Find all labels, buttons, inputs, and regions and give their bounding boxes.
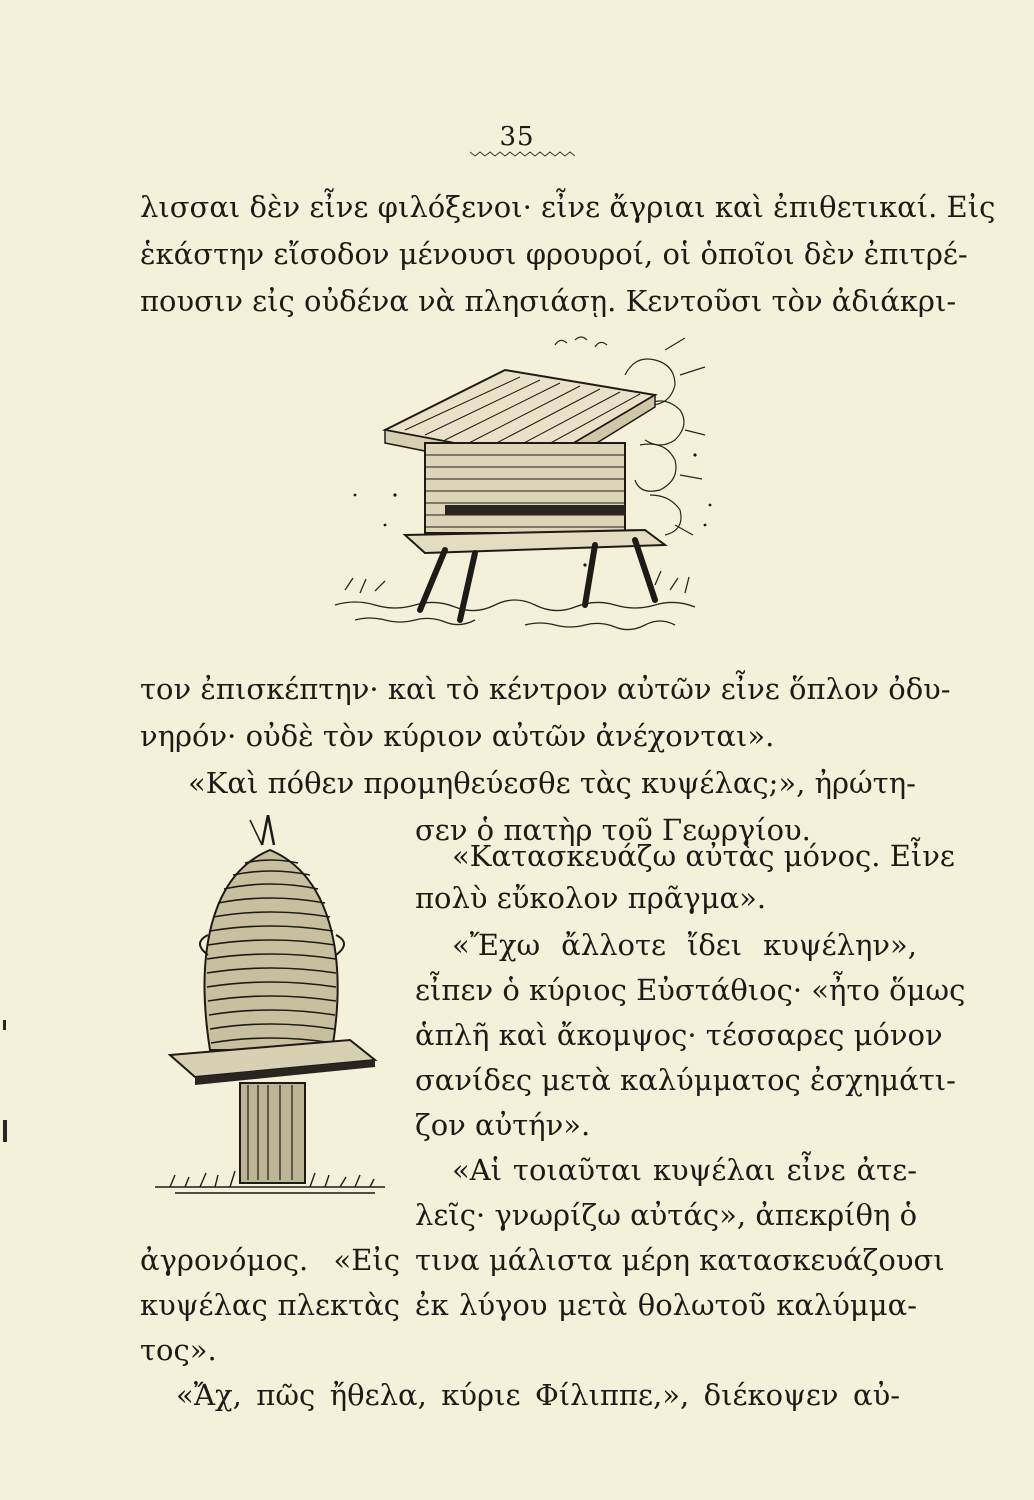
- text-line: ἀγρονόμος. «Εἰς: [140, 1243, 400, 1277]
- text-line: «Ἄχ, πῶς ἤθελα, κύριε Φίλιππε,», διέκοψεν αὐ-: [176, 1378, 900, 1412]
- straw-skep-illustration: [150, 815, 395, 1205]
- text-line: κυψέλας πλεκτὰς: [140, 1288, 400, 1322]
- text-line: σανίδες μετὰ καλύμματος ἐσχημάτι-: [415, 1063, 956, 1097]
- text-line: σεν ὁ πατὴρ τοῦ Γεωργίου.: [415, 813, 811, 847]
- text-line: πουσιν εἰς οὐδένα νὰ πλησιάσῃ. Κεντοῦσι τὸν ἀδιάκρι-: [140, 284, 957, 318]
- text-line: ζον αὐτήν».: [415, 1108, 591, 1142]
- text-line: «Αἱ τοιαῦται κυψέλαι εἶνε ἀτε-: [452, 1153, 917, 1187]
- page-number: 35: [499, 122, 535, 152]
- margin-mark: [3, 1020, 6, 1030]
- wooden-hive-illustration: [325, 335, 725, 645]
- text-line: τον ἐπισκέπτην· καὶ τὸ κέντρον αὐτῶν εἶνε ὅπλον ὀδυ-: [140, 672, 951, 706]
- text-line: «Ἔχω ἄλλοτε ἴδει κυψέλην»,: [452, 928, 917, 962]
- text-line: ἁπλῆ καὶ ἄκομψος· τέσσαρες μόνον: [415, 1018, 943, 1052]
- text-line: ἐκ λύγου μετὰ θολωτοῦ καλύμμα-: [415, 1288, 917, 1322]
- text-line: «Κατασκευάζω αὐτὰς μόνος. Εἶνε: [452, 839, 955, 873]
- text-line: λεῖς· γνωρίζω αὐτάς», ἀπεκρίθη ὁ: [415, 1198, 918, 1232]
- margin-mark: [3, 1120, 7, 1142]
- text-line: τος».: [140, 1333, 217, 1367]
- text-line: πολὺ εὔκολον πρᾶγμα».: [415, 881, 767, 915]
- text-line: εἶπεν ὁ κύριος Εὐστάθιος· «ἦτο ὅμως: [415, 973, 966, 1007]
- text-line: νηρόν· οὐδὲ τὸν κύριον αὐτῶν ἀνέχονται».: [140, 719, 775, 753]
- text-line: τινα μάλιστα μέρη κατασκευάζουσι: [415, 1243, 945, 1277]
- text-line: λισσαι δὲν εἶνε φιλόξενοι· εἶνε ἄγριαι καὶ ἐπιθετικαί. Εἰς: [140, 190, 996, 224]
- text-line: ἑκάστην εἴσοδον μένουσι φρουροί, οἱ ὁποῖοι δὲν ἐπιτρέ-: [140, 237, 968, 271]
- text-line: «Καὶ πόθεν προμηθεύεσθε τὰς κυψέλας;», ἠρώτη-: [188, 766, 916, 800]
- page-number-ornament: [470, 150, 575, 158]
